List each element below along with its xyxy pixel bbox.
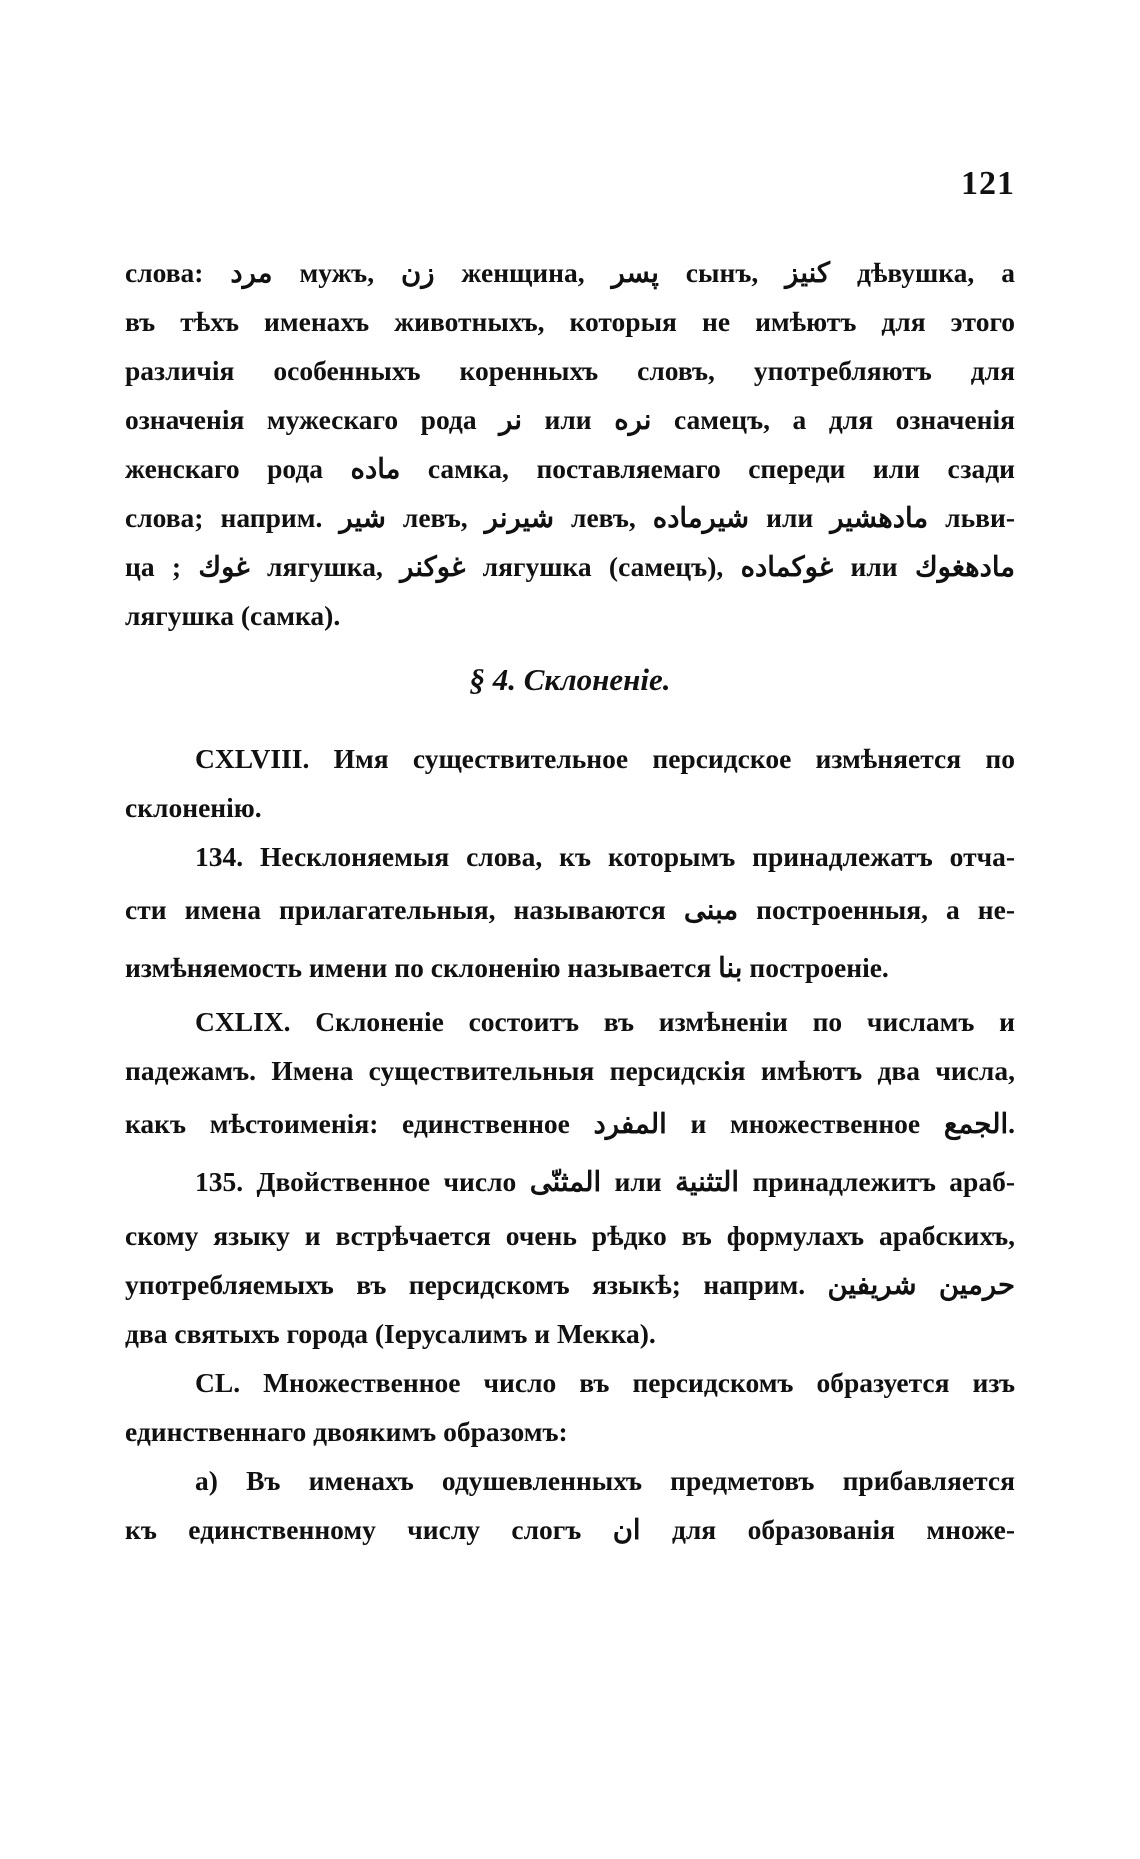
page-number: 121 [961, 165, 1015, 202]
text-line: слова: مرد мужъ, زن женщина, پسر сынъ, کنیز дѣвушка, а [125, 257, 1015, 288]
text-line: измѣняемость имени по склоненію называется بنا построеніе. [125, 952, 889, 983]
text-line: лягушка (самка). [125, 600, 341, 631]
text-line: ца ; غوك лягушка, غوکنر лягушка (самецъ), غوکماده или مادهغوك [125, 551, 1015, 582]
section-heading: § 4. Склоненіе. [469, 662, 671, 697]
text-line: 134. Несклоняемыя слова, къ которымъ принадлежатъ отча- [195, 841, 1015, 872]
text-line: какъ мѣстоименія: единственное المفرد и множественное الجمع. [125, 1108, 1015, 1139]
text-line: единственнаго двоякимъ образомъ: [125, 1416, 568, 1447]
text-line: CXLVIII. Имя существительное персидское измѣняется по [195, 743, 1015, 774]
text-line: означенія мужескаго рода نر или نره самецъ, а для означенія [125, 404, 1015, 435]
text-line: женскаго рода ماده самка, поставляемаго спереди или сзади [125, 453, 1015, 484]
text-line: падежамъ. Имена существительныя персидскія имѣютъ два числа, [125, 1055, 1015, 1086]
paragraph-group-after-heading [125, 734, 1015, 1554]
text-line: къ единственному числу слогъ ان для образованія множе- [125, 1514, 1016, 1545]
text-line: а) Въ именахъ одушевленныхъ предметовъ прибавляется [195, 1465, 1015, 1496]
text-line: употребляемыхъ въ персидскомъ языкѣ; наприм. حرمین شریفین [125, 1269, 1015, 1300]
text-line: въ тѣхъ именахъ животныхъ, которыя не имѣютъ для этого [125, 306, 1015, 337]
text-line: различія особенныхъ коренныхъ словъ, употребляютъ для [125, 355, 1015, 386]
text-line: сти имена прилагательныя, называются مبنی построенныя, а не- [125, 894, 1015, 925]
body-text [125, 248, 1015, 1554]
text-line: слова; наприм. شیر левъ, شیرنر левъ, شیرماده или مادهشیر льви- [125, 502, 1015, 533]
paragraph-group-before-heading [125, 248, 1015, 640]
text-line: CXLIX. Склоненіе состоитъ въ измѣненіи по числамъ и [195, 1006, 1015, 1037]
text-line: два святыхъ города (Іерусалимъ и Мекка). [125, 1318, 656, 1349]
text-line: CL. Множественное число въ персидскомъ образуется изъ [195, 1367, 1015, 1398]
text-line: 135. Двойственное число المثنّی или التثنیة принадлежитъ араб- [195, 1166, 1015, 1197]
text-line: склоненію. [125, 792, 262, 823]
text-line: скому языку и встрѣчается очень рѣдко въ формулахъ арабскихъ, [125, 1220, 1015, 1251]
